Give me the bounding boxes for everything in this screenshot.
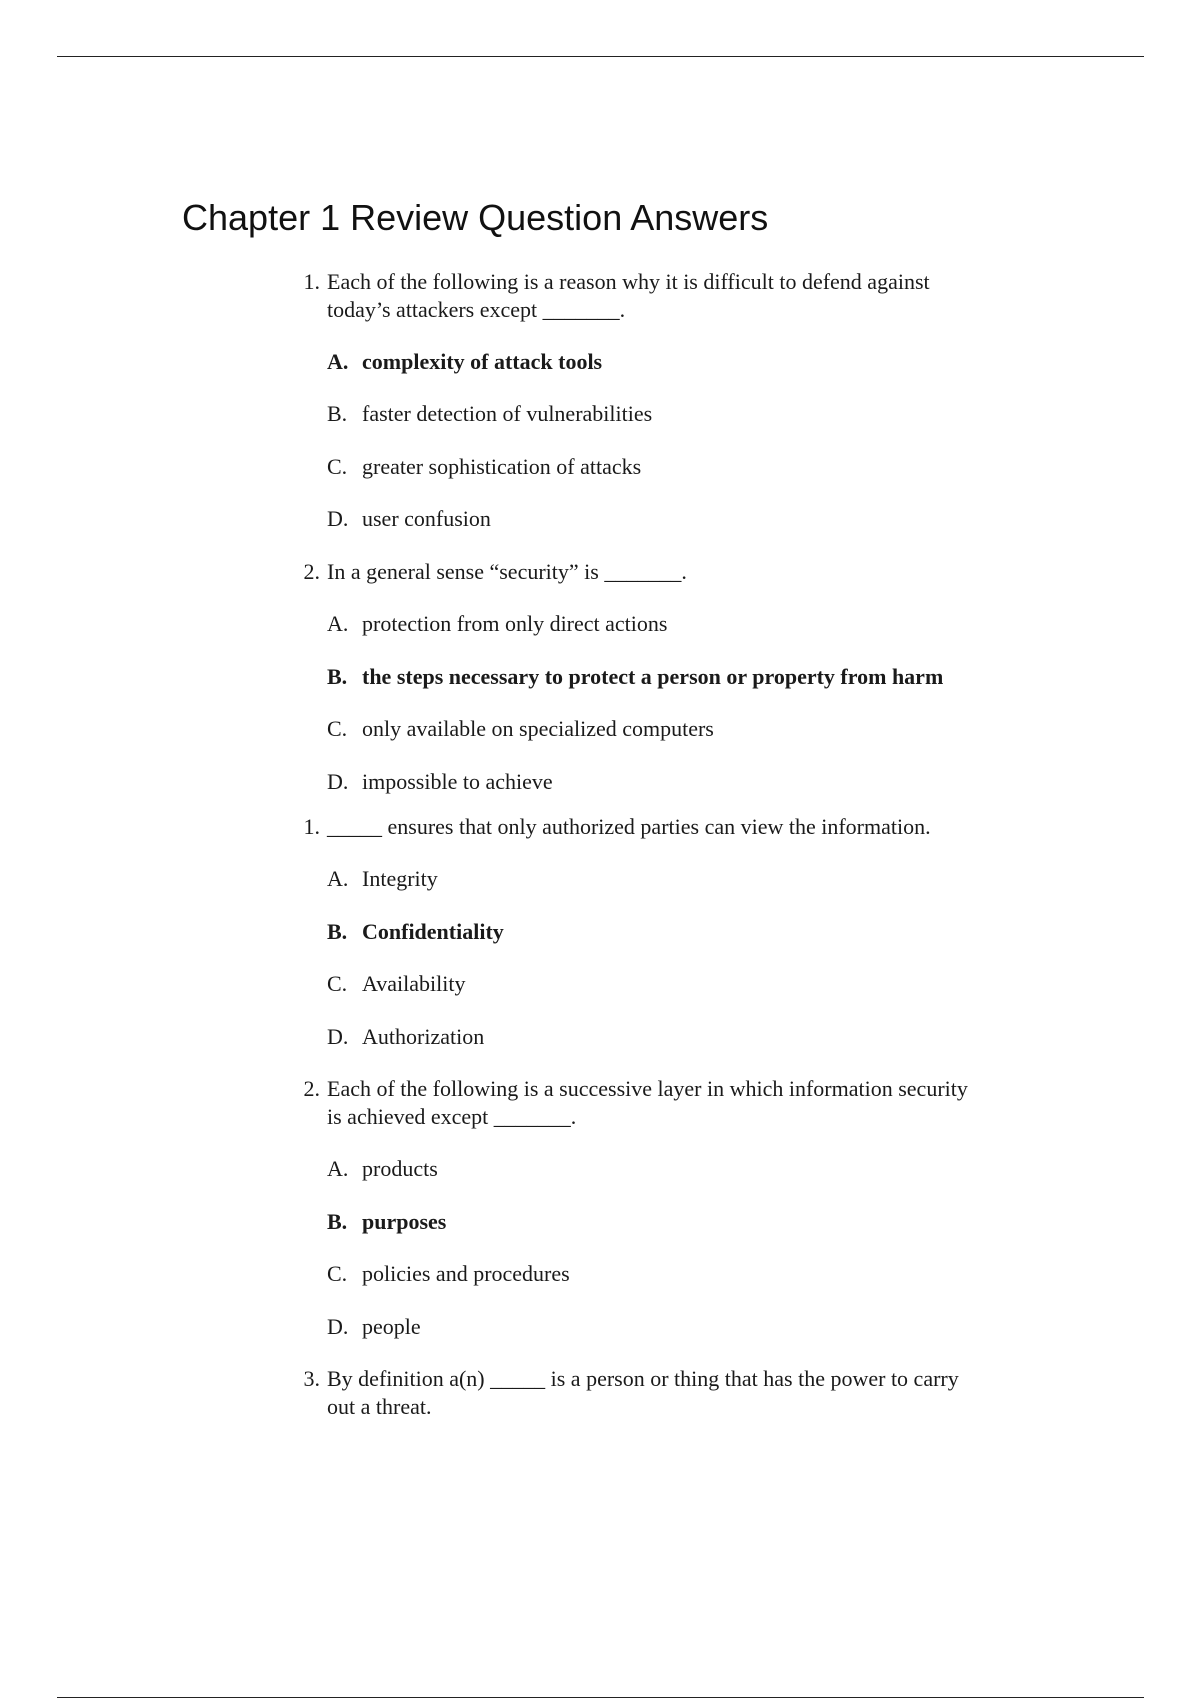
- option-text: only available on specialized computers: [362, 716, 714, 741]
- option-text: protection from only direct actions: [362, 611, 668, 636]
- option-letter: D.: [327, 769, 349, 794]
- question-text: Each of the following is a reason why it is difficult to defend against today’s attackers except _______.: [327, 269, 930, 322]
- option-text: Authorization: [362, 1024, 485, 1049]
- question-number: 2.: [303, 559, 320, 584]
- option-text: purposes: [362, 1209, 447, 1234]
- option-text: Confidentiality: [362, 919, 504, 944]
- option-letter: B.: [327, 401, 348, 426]
- option-text: Integrity: [362, 866, 438, 891]
- option-letter: A.: [327, 866, 349, 891]
- question-text: In a general sense “security” is _______.: [327, 559, 687, 584]
- option-letter: C.: [327, 454, 348, 479]
- question-number: 1.: [303, 269, 320, 294]
- question-text: By definition a(n) _____ is a person or thing that has the power to carry out a threat.: [327, 1366, 959, 1419]
- page-title: Chapter 1 Review Question Answers: [182, 197, 769, 238]
- top-rule: [57, 56, 1144, 57]
- bottom-rule: [57, 1697, 1144, 1698]
- option-letter: A.: [327, 611, 349, 636]
- option-text: faster detection of vulnerabilities: [362, 401, 653, 426]
- option-text: Availability: [362, 971, 466, 996]
- option-text: impossible to achieve: [362, 769, 553, 794]
- question-number: 1.: [303, 814, 320, 839]
- option-letter: D.: [327, 1024, 349, 1049]
- option-text: the steps necessary to protect a person or property from harm: [362, 664, 944, 689]
- option-letter: D.: [327, 1314, 349, 1339]
- option-letter: B.: [327, 1209, 348, 1234]
- option-text: complexity of attack tools: [362, 349, 603, 374]
- option-letter: C.: [327, 971, 348, 996]
- option-letter: C.: [327, 1261, 348, 1286]
- option-letter: C.: [327, 716, 348, 741]
- question-text: _____ ensures that only authorized parties can view the information.: [327, 814, 931, 839]
- option-letter: A.: [327, 349, 349, 374]
- option-text: people: [362, 1314, 421, 1339]
- option-letter: D.: [327, 506, 349, 531]
- option-letter: B.: [327, 919, 348, 944]
- question-text: Each of the following is a successive layer in which information security is achieved except _______.: [327, 1076, 968, 1129]
- option-text: policies and procedures: [362, 1261, 570, 1286]
- question-number: 3.: [303, 1366, 320, 1391]
- option-text: user confusion: [362, 506, 491, 531]
- option-text: products: [362, 1156, 438, 1181]
- question-number: 2.: [303, 1076, 320, 1101]
- option-letter: A.: [327, 1156, 349, 1181]
- option-letter: B.: [327, 664, 348, 689]
- option-text: greater sophistication of attacks: [362, 454, 642, 479]
